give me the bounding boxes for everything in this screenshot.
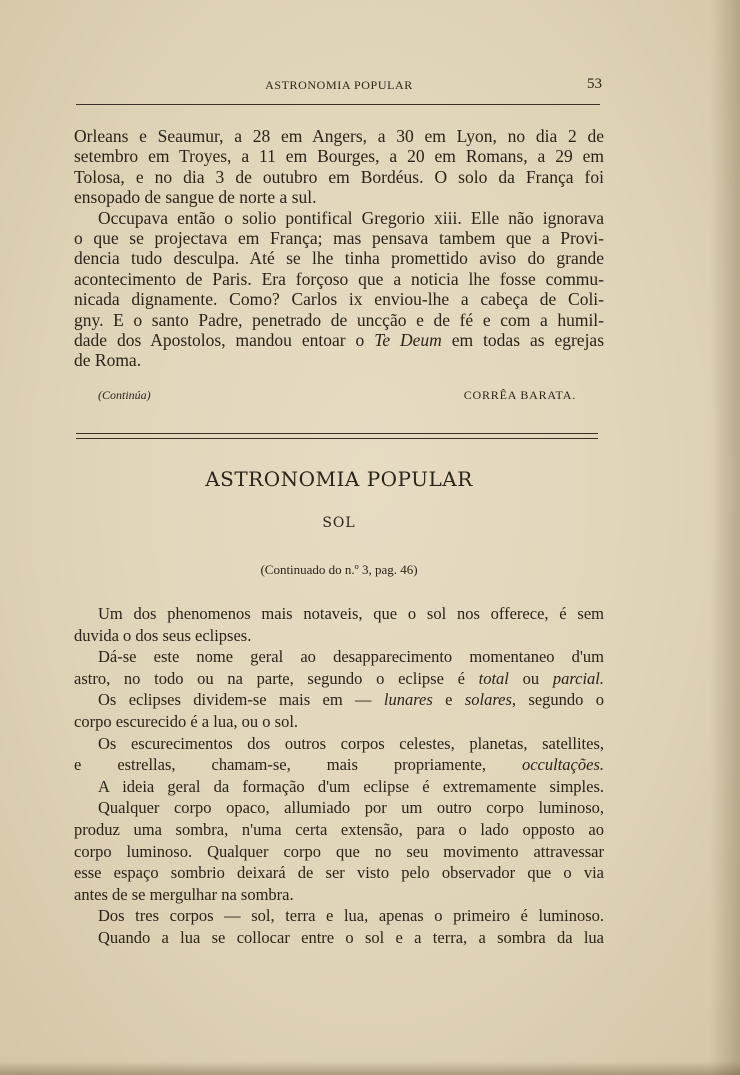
body-line	[74, 754, 604, 776]
body-line: Um dos phenomenos mais notaveis, que o sol nos offerece, é sem	[98, 604, 604, 623]
page-edge-shadow	[710, 0, 740, 1075]
article-line: acontecimento de Paris. Era forçoso que a noticia lhe fosse commu-	[74, 268, 604, 289]
body-line: Dá-se este nome geral ao desapparecimento momentaneo d'um	[98, 647, 604, 667]
body-line: antes de se mergulhar na sombra.	[74, 884, 294, 904]
body-line: duvida o dos seus eclipses.	[74, 625, 252, 645]
line-text: dade dos Apostolos, mandou entoar o	[74, 329, 375, 350]
astronomy-article-text	[74, 603, 604, 949]
italic-text: solares,	[464, 690, 517, 710]
line-text: e estrellas, chamam-se, mais propriamente,	[74, 755, 522, 775]
article-line: setembro em Troyes, a 11 em Bourges, a 20 em Romans, a 29 em	[74, 146, 604, 167]
body-line: corpo luminoso. Qualquer corpo que no seu movimento attravessar	[74, 841, 604, 861]
author-name: CORRÊA BARATA.	[463, 388, 576, 402]
article-line: Occupava então o solio pontifical Gregorio xiii. Elle não ignorava	[98, 207, 604, 228]
article-line: gny. E o santo Padre, penetrado de uncção e de fé e com a humil-	[74, 309, 604, 330]
body-line: Os escurecimentos dos outros corpos celestes, planetas, satellites,	[98, 733, 604, 753]
italic-text: lunares	[383, 690, 433, 710]
article-line: dencia tudo desculpa. Até se lhe tinha promettido aviso do grande	[74, 248, 604, 269]
line-text: astro, no todo ou na parte, segundo o eclipse é	[74, 668, 479, 688]
body-line: produz uma sombra, n'uma certa extensão, para o lado opposto ao	[74, 819, 604, 839]
body-line: esse espaço sombrio deixará de ser visto pelo observador que o via	[74, 863, 604, 883]
line-text: ou	[508, 668, 553, 688]
italic-text: occultações.	[521, 755, 604, 775]
body-line: A ideia geral da formação d'um eclipse é extremamente simples.	[98, 776, 604, 796]
italic-text: parcial.	[552, 668, 604, 688]
line-text: Os eclipses dividem-se mais em —	[98, 690, 384, 710]
running-head-title: ASTRONOMIA POPULAR	[265, 78, 413, 92]
article-line: ensopado de sangue de norte a sul.	[74, 187, 317, 208]
line-text: segundo o	[516, 690, 604, 710]
continua-note: (Continúa)	[98, 388, 151, 402]
italic-text: Te Deum	[374, 329, 442, 350]
section-subtitle: SOL	[322, 515, 356, 531]
body-line	[74, 668, 604, 690]
article-line: Tolosa, e no dia 3 de outubro em Bordéus. O solo da França foi	[74, 166, 604, 187]
body-line: corpo escurecido é a lua, ou o sol.	[74, 711, 299, 731]
page-number: 53	[587, 76, 602, 92]
article-line: de Roma.	[74, 350, 142, 371]
body-line: Dos tres corpos — sol, terra e lua, apenas o primeiro é luminoso.	[98, 906, 604, 926]
article-line: nicada dignamente. Como? Carlos ix enviou-lhe a cabeça de Coli-	[74, 289, 604, 310]
line-text: em todas as egrejas	[441, 329, 604, 350]
continued-note: (Continuado do n.º 3, pag. 46)	[260, 562, 418, 577]
article-line: o que se projectava em França; mas pensava tambem que a Provi-	[74, 227, 604, 248]
running-head	[76, 78, 602, 100]
header-rule	[76, 104, 600, 105]
section-divider	[76, 433, 598, 439]
body-line: Quando a lua se collocar entre o sol e a terra, a sombra da lua	[98, 927, 604, 947]
line-text: e	[432, 690, 465, 710]
article-line	[74, 330, 604, 350]
italic-text: total	[478, 668, 509, 688]
article-signature	[98, 388, 576, 406]
continued-article-text	[74, 126, 604, 371]
body-line: Qualquer corpo opaco, allumiado por um outro corpo luminoso,	[98, 798, 604, 818]
article-line: Orleans e Seaumur, a 28 em Angers, a 30 em Lyon, no dia 2 de	[74, 126, 604, 146]
body-line	[74, 689, 604, 711]
section-title: ASTRONOMIA POPULAR	[205, 467, 473, 491]
page-bottom-shadow	[0, 1061, 740, 1075]
